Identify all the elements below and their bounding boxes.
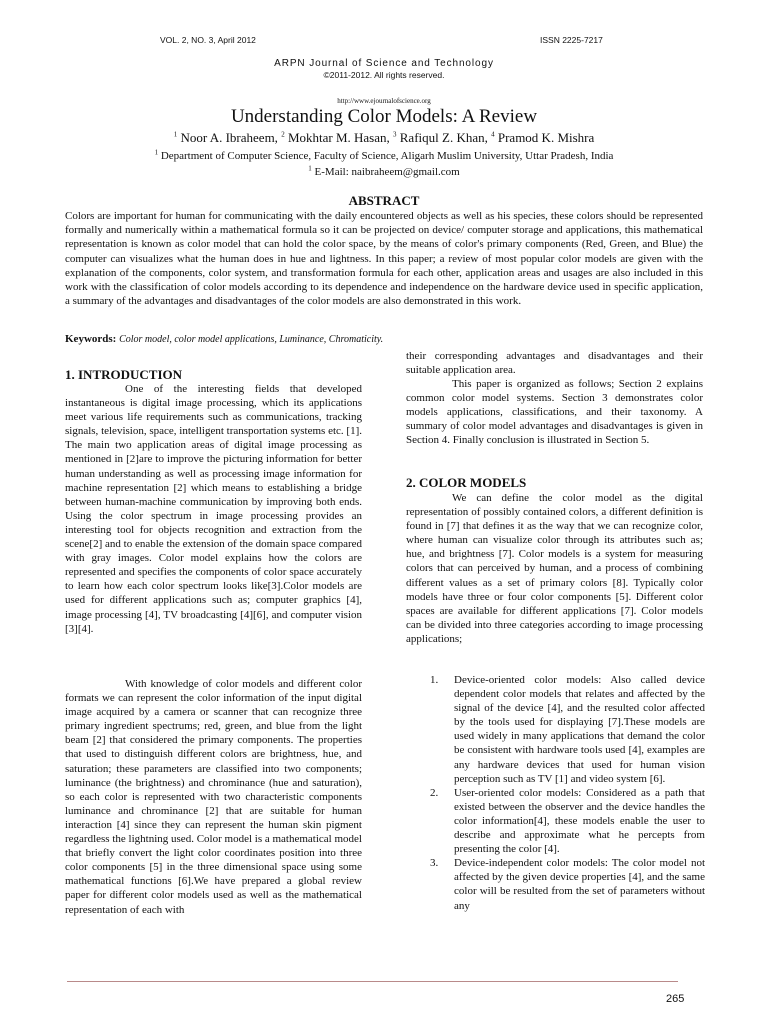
author-email: $^1$ E-Mail: naibraheem@gmail.com bbox=[308, 164, 460, 178]
list-item: 3. Device-independent color models: The color model not affected by the given device properties [4], and the same color will be resulted from the set of parameters without any bbox=[430, 857, 705, 912]
author-list bbox=[0, 130, 768, 146]
intro-paragraph: One of the interesting fields that developed instantaneous is digital image processing, which its applications meet various life requirements such as communications, tracking signals, television, space, intelligent transportation systems etc. [1]. The main two application areas of digital image processing as mentioned in [2]are to improve the picturing information for better human understanding as well as processing image information for machine representation [2] which means to establishing a bridge between human-machine communication by improving both ends. Using the color spectrum in image processing provides an interesting tool for objects recognition and extraction from the scene[2] and to enable the extension of the domain space compared with gray images. Color model explains how the colors are represented and specifies the components of color space accurately to learn how each color spectrum looks like[3].Color models are used for different applications such as; computer graphics [4], image processing [4], TV broadcasting [4][6], and computer vision [3][4]. bbox=[65, 383, 362, 635]
section-heading-introduction: 1. INTRODUCTION bbox=[65, 367, 183, 382]
footer-divider bbox=[67, 981, 678, 982]
author: $^4$ Pramod K. Mishra bbox=[491, 130, 595, 145]
paper-title: Understanding Color Models: A Review bbox=[230, 106, 538, 127]
intro-paragraph: With knowledge of color models and different color formats we can represent the color information of the input digital image acquired by a camera or scanner that can recognize three primary ingredient spectrums; red, green, and blue from the light beam [2] that considered the primary components. The properties that used to distinguish different colors are brightness, hue, and saturation; these parameters are classified into two components; luminance (the brightness) and chrominance (hue and saturation), so each color is represented with two characteristic components luminance and chrominance [2] that are suitable for human interaction [4] since they can represent the human skin pigment regardless the lightning used. Color model is a mathematical model that briefly convert the light color coordinates position into three color components [5] in the three dimensional space using some mathematical functions [6].We have prepared a global review paper for different color models used as well as the mathematical representation of each with bbox=[65, 678, 362, 916]
abstract-heading: ABSTRACT bbox=[348, 193, 420, 208]
keywords-list: Color model, color model applications, Luminance, Chromaticity. bbox=[119, 334, 384, 345]
organization-paragraph: This paper is organized as follows; Section 2 explains common color model systems. Section 3 demonstrates color models applications, classifications, and their taxonomy. A summary of color model advantages and disadvantages is given in Section 4. Finally conclusion is illustrated in Section 5. bbox=[406, 378, 703, 447]
author: $^2$ Mokhtar M. Hasan, bbox=[281, 130, 390, 145]
list-item: 2. User-oriented color models: Considered as a path that existed between the observer and the device handles the color information[4], these models enable the user to describe and approximate what he percepts from presenting the color [4]. bbox=[430, 786, 705, 856]
author: $^1$ Noor A. Ibraheem, bbox=[173, 130, 278, 145]
page-number: 265 bbox=[666, 993, 685, 1005]
list-item: 1. Device-oriented color models: Also called device dependent color models that relates and affected by the signal of the device [4], and the resulted color affected by the tools used for displaying [7].These models are used widely in many applications that demand the color be consistent with hardware tools used [4], examples are any hardware devices that used for human vision perception such as TV [1] and video system [6]. bbox=[430, 674, 705, 785]
intro-continuation: their corresponding advantages and disadvantages and their suitable application area. bbox=[406, 350, 703, 377]
journal-url[interactable]: http://www.ejournalofscience.org bbox=[337, 97, 431, 105]
author: $^3$ Rafiqul Z. Khan, bbox=[393, 130, 488, 145]
journal-name: ARPN Journal of Science and Technology bbox=[274, 58, 494, 69]
issn: ISSN 2225-7217 bbox=[540, 35, 603, 45]
affiliation: $^1$ Department of Computer Science, Faculty of Science, Aligarh Muslim University, Uttar Pradesh, India bbox=[154, 148, 614, 162]
keywords bbox=[65, 333, 383, 345]
section-heading-color-models: 2. COLOR MODELS bbox=[406, 475, 527, 490]
keywords-label: Keywords: bbox=[65, 333, 117, 345]
color-models-paragraph: We can define the color model as the digital representation of possibly contained colors, a different definition is found in [7] that defines it as the way that we can recognize color, where human can visualize color through its attributes such as; hue, and brightness [7]. Color models is a system for measuring colors that can perceived by human, and a process of combining different values as a set of primary colors [8]. Typically color models have three or four color components [5]. Different color spaces are available for different applications [7]. Color models can be divided into three categories according to image processing applications; bbox=[406, 492, 703, 645]
volume-info: VOL. 2, NO. 3, April 2012 bbox=[160, 35, 256, 45]
copyright: ©2011-2012. All rights reserved. bbox=[323, 70, 445, 80]
color-model-categories bbox=[425, 673, 705, 913]
abstract-text: Colors are important for human for communicating with the daily encountered objects as well as his species, these colors should be represented formally and numerically within a mathematical formula so it can be projected on device/ computer storage and applications, this mathematical representation is known as color model that can hold the color space, by the means of color's primary components (Red, Green, and Blue) the computer can visualizes what the human does in hue and lightness. In this paper; a review of most popular color models are given with the explanation of the components, color system, and transformation formula for each other, application areas and usages are also included in this work with the classification of color models according to its dependence and independence on the hardware device used in specific application, a summary of the advantages and disadvantages of the color models are also demonstrated in this work. bbox=[65, 210, 703, 308]
